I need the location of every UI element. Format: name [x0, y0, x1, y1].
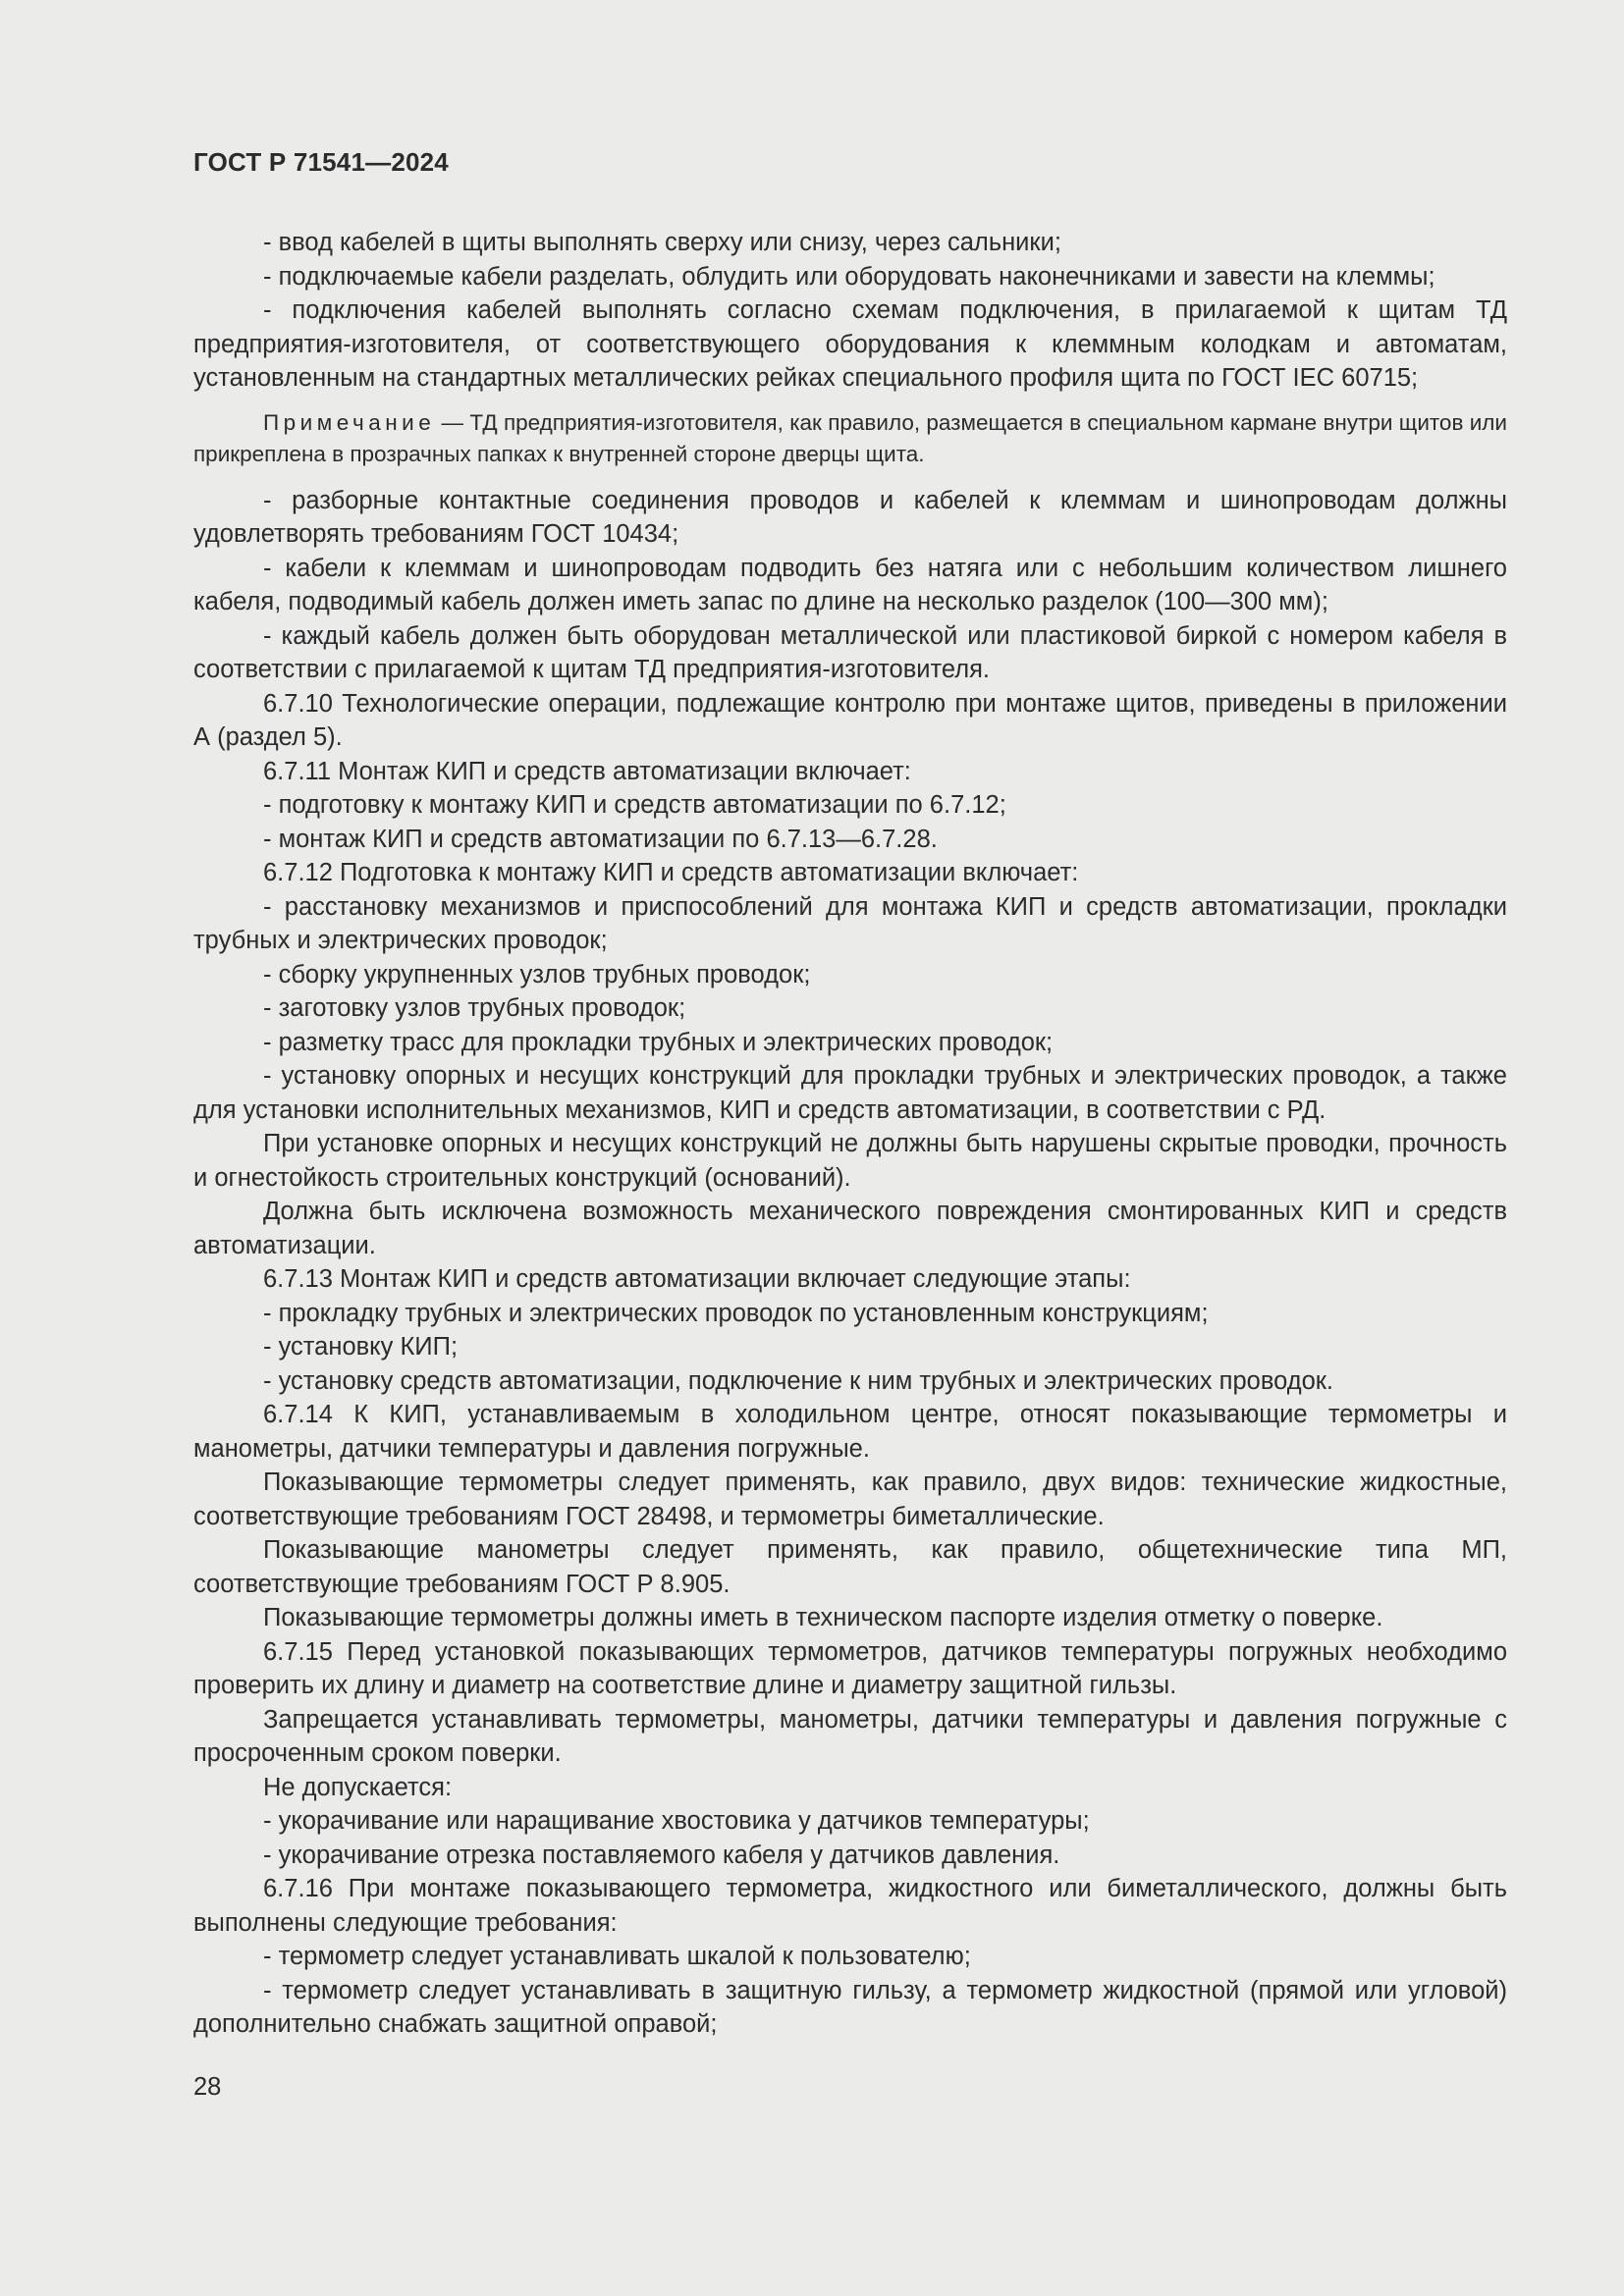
note-label: Примечание — [263, 409, 436, 435]
body-paragraph: Показывающие термометры следует применять, как правило, двух видов: технические жидкостные, соответствующие требованиям ГОСТ 28498, и термометры биметаллические. — [193, 1468, 1507, 1530]
list-item: - сборку укрупненных узлов трубных проводок; — [263, 960, 811, 988]
document-header: ГОСТ Р 71541—2024 — [193, 147, 449, 177]
clause-paragraph: 6.7.11 Монтаж КИП и средств автоматизации включает: — [263, 757, 911, 785]
list-item: - установку средств автоматизации, подключение к ним трубных и электрических проводок. — [263, 1366, 1334, 1395]
body-paragraph: Не допускается: — [263, 1773, 453, 1801]
clause-paragraph: 6.7.15 Перед установкой показывающих термометров, датчиков температуры погружных необходимо проверить их длину и диаметр на соответствие длине и диаметру защитной гильзы. — [193, 1637, 1507, 1699]
clause-paragraph: 6.7.10 Технологические операции, подлежащие контролю при монтаже щитов, приведены в приложении А (раздел 5). — [193, 689, 1507, 751]
body-paragraph: Показывающие манометры следует применять, как правило, общетехнические типа МП, соответствующие требованиям ГОСТ Р 8.905. — [193, 1536, 1507, 1598]
list-item: - установку опорных и несущих конструкций для прокладки трубных и электрических проводок, а также для установки исполнительных механизмов, КИП и средств автоматизации, в соответствии с РД. — [193, 1062, 1507, 1124]
body-paragraph: Должна быть исключена возможность механического повреждения смонтированных КИП и средств автоматизации. — [193, 1198, 1507, 1259]
note-paragraph — [193, 407, 1507, 470]
list-item: - расстановку механизмов и приспособлений для монтажа КИП и средств автоматизации, прокладки трубных и электрических проводок; — [193, 892, 1507, 954]
body-paragraph: - подключения кабелей выполнять согласно схемам подключения, в прилагаемой к щитам ТД предприятия-изготовителя, от соответствующего оборудования к клеммным колодкам и автоматам, установленным на стандартных металлических рейках специального профиля щита по ГОСТ IEC 60715; — [193, 296, 1507, 392]
list-item: - установку КИП; — [263, 1333, 459, 1361]
list-item: - укорачивание или наращивание хвостовика у датчиков температуры; — [263, 1807, 1090, 1835]
body-paragraph: - кабели к клеммам и шинопроводам подводить без натяга или с небольшим количеством лишнего кабеля, подводимый кабель должен иметь запас по длине на несколько разделок (100—300 мм); — [193, 554, 1507, 615]
list-item: - монтаж КИП и средств автоматизации по 6.7.13—6.7.28. — [263, 825, 938, 853]
list-item: - разметку трасс для прокладки трубных и электрических проводок; — [263, 1028, 1054, 1056]
clause-paragraph: 6.7.14 К КИП, устанавливаемым в холодильном центре, относят показывающие термометры и манометры, датчики температуры и давления погружные. — [193, 1401, 1507, 1463]
list-item: - прокладку трубных и электрических проводок по установленным конструкциям; — [263, 1299, 1209, 1327]
body-paragraph: - разборные контактные соединения проводов и кабелей к клеммам и шинопроводам должны удовлетворять требованиям ГОСТ 10434; — [193, 486, 1507, 548]
list-item: - заготовку узлов трубных проводок; — [263, 994, 686, 1022]
body-paragraph: Запрещается устанавливать термометры, манометры, датчики температуры и давления погружные с просроченным сроком поверки. — [193, 1705, 1507, 1767]
body-paragraph: - подключаемые кабели разделать, облудить или оборудовать наконечниками и завести на клеммы; — [263, 262, 1435, 291]
clause-paragraph: 6.7.16 При монтаже показывающего термометра, жидкостного или биметаллического, должны быть выполнены следующие требования: — [193, 1875, 1507, 1937]
clause-paragraph: 6.7.12 Подготовка к монтажу КИП и средств автоматизации включает: — [263, 859, 1079, 886]
clause-paragraph: 6.7.13 Монтаж КИП и средств автоматизации включает следующие этапы: — [263, 1265, 1131, 1293]
body-paragraph: При установке опорных и несущих конструкций не должны быть нарушены скрытые проводки, прочность и огнестойкость строительных конструкций (оснований). — [193, 1130, 1507, 1192]
body-paragraph: Показывающие термометры должны иметь в техническом паспорте изделия отметку о поверке. — [263, 1604, 1383, 1631]
page-number: 28 — [193, 2073, 222, 2101]
list-item: - термометр следует устанавливать шкалой к пользователю; — [263, 1943, 971, 1970]
note-text: — ТД предприятия-изготовителя, как правило, размещается в специальном кармане внутри щитов или прикреплена в прозрачных папках к внутренней стороне дверцы щита. — [193, 409, 1507, 466]
body-paragraph: - каждый кабель должен быть оборудован металлической или пластиковой биркой с номером кабеля в соответствии с прилагаемой к щитам ТД предприятия-изготовителя. — [193, 621, 1507, 683]
list-item: - термометр следует устанавливать в защитную гильзу, а термометр жидкостной (прямой или угловой) дополнительно снабжать защитной оправой; — [193, 1976, 1507, 2038]
document-body — [193, 226, 1507, 2042]
body-paragraph: - ввод кабелей в щиты выполнять сверху или снизу, через сальники; — [263, 229, 1061, 256]
list-item: - подготовку к монтажу КИП и средств автоматизации по 6.7.12; — [263, 791, 1006, 819]
list-item: - укорачивание отрезка поставляемого кабеля у датчиков давления. — [263, 1841, 1060, 1869]
